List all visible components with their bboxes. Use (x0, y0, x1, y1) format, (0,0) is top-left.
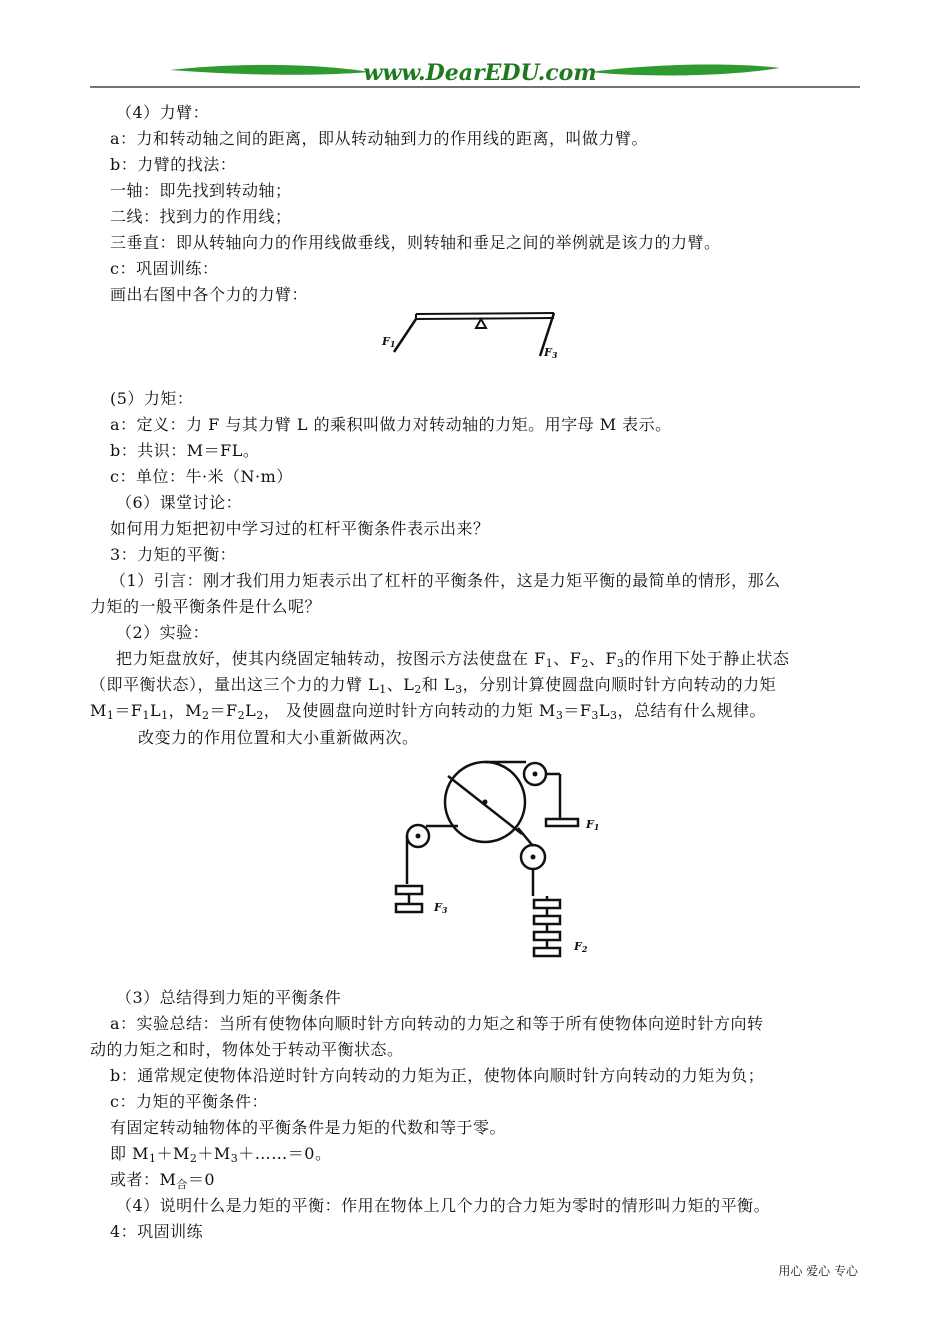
force-label-f3: F3 (434, 901, 448, 915)
text-line: 力矩的一般平衡条件是什么呢？ (90, 597, 322, 616)
text-line: b：力臂的找法： (110, 155, 237, 174)
force-label-f1: F1 (382, 335, 396, 349)
heading-torque-balance: 3：力矩的平衡： (110, 545, 237, 564)
text-line: 三垂直：即从转轴向力的作用线做垂线，则转轴和垂足之间的举例就是该力的力臂。 (110, 233, 721, 252)
text-line: 动的力矩之和时，物体处于转动平衡状态。 (90, 1040, 404, 1059)
site-header-banner (90, 56, 860, 92)
text-line: 有固定转动轴物体的平衡条件是力矩的代数和等于零。 (110, 1118, 507, 1137)
text-line: a：实验总结：当所有使物体向顺时针方向转动的力矩之和等于所有使物体向逆时针方向转 (110, 1014, 764, 1033)
force-label-f3: F3 (544, 346, 558, 360)
text-line: c：力矩的平衡条件： (110, 1092, 268, 1111)
lever-figure (378, 306, 568, 372)
torque-disk-figure (388, 750, 620, 975)
header-logo (90, 56, 860, 92)
net-torque-equation: 或者：$M_合=0$ (110, 1170, 216, 1191)
text-line: 画出右图中各个力的力臂： (110, 285, 309, 304)
text-line: 改变力的作用位置和大小重新做两次。 (138, 728, 419, 747)
text-line: b：共识：M＝FL。 (110, 441, 260, 460)
experiment-line-3: $M_1=F_1L_1$，$M_2=F_2L_2$， 及使圆盘向逆时针方向转动的力矩 $M_3=F_3L_3$，总结有什么规律。 (90, 701, 767, 722)
heading-practice: 4：巩固训练 (110, 1222, 204, 1241)
text-line: （4）说明什么是力矩的平衡：作用在物体上几个力的合力矩为零时的情形叫力矩的平衡。 (116, 1196, 771, 1215)
experiment-line-2: （即平衡状态），量出这三个力的力臂 $L_1$、$L_2$和 $L_3$，分别计算使圆盘向顺时针方向转动的力矩 (90, 675, 777, 696)
heading-summary: （3）总结得到力矩的平衡条件 (116, 988, 342, 1007)
heading-lever-arm: （4）力臂： (116, 103, 210, 122)
text-line: c：巩固训练： (110, 259, 219, 278)
text-line: （1）引言：刚才我们用力矩表示出了杠杆的平衡条件，这是力矩平衡的最简单的情形，那么 (110, 571, 781, 590)
force-label-f1: F1 (586, 818, 600, 832)
force-label-f2: F2 (574, 940, 588, 954)
heading-experiment: （2）实验： (116, 623, 210, 642)
text-line: 一轴：即先找到转动轴； (110, 181, 292, 200)
heading-discussion: （6）课堂讨论： (116, 493, 243, 512)
page-footer: 用心 爱心 专心 (778, 1264, 858, 1278)
text-line: b：通常规定使物体沿逆时针方向转动的力矩为正，使物体向顺时针方向转动的力矩为负； (110, 1066, 765, 1085)
equilibrium-equation: 即 $M_1+M_2+M_3+\dots\dots=0$。 (110, 1144, 332, 1165)
text-line: c：单位：牛·米（N·m） (110, 467, 293, 486)
text-line: 如何用力矩把初中学习过的杠杆平衡条件表示出来？ (110, 519, 490, 538)
text-line: a：定义：力 F 与其力臂 L 的乘积叫做力对转动轴的力矩。用字母 M 表示。 (110, 415, 672, 434)
text-line: 二线：找到力的作用线； (110, 207, 292, 226)
text-line: a：力和转动轴之间的距离，即从转动轴到力的作用线的距离，叫做力臂。 (110, 129, 649, 148)
heading-torque: (5）力矩： (110, 389, 194, 408)
experiment-line-1: 把力矩盘放好，使其内绕固定轴转动，按图示方法使盘在 $F_1$、$F_2$、$F_3$的作用下处于静止状态 (116, 649, 790, 670)
header-site-name: www.DearEDU.com (363, 60, 597, 86)
